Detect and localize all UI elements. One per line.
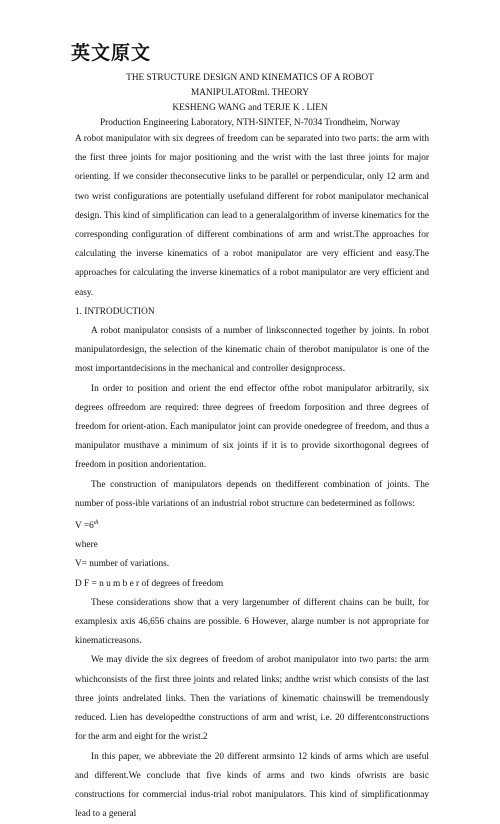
abstract-paragraph: A robot manipulator with six degrees of freedom can be separated into two parts: the arm with the first three joints for major positioning and the wrist with the last three joints for major orienting. If we consider theconsecutive links to be parallel or perpendicular, only 12 arm and two wrist configurations are potentially usefuland different for robot manipulator mechanical design. This kind of simplification can lead to a generalalgorithm of inverse kinematics for the corresponding configuration of different combinations of arm and wrist.The approaches for calculating the inverse kinematics of a robot manipulator are very efficient and easy.The approaches for calculating the inverse kinematics of a robot manipulator are very efficient and easy. <box>75 130 429 303</box>
body-text <box>75 130 429 824</box>
definition-df: D F = n u m b e r of degrees of freedom <box>75 575 429 594</box>
paper-title-line-2: MANIPULATORml. THEORY <box>60 87 440 100</box>
intro-paragraph-6: In this paper, we abbreviate the 20 different armsinto 12 kinds of arms which are useful and different.We conclude that five kinds of arms and two kinds ofwrists are basic constructions for commercial indus-trial robot manipulators. This kind of simplificationmay lead to a general <box>75 748 429 824</box>
formula <box>75 514 429 536</box>
formula-exponent: dt <box>94 520 99 526</box>
intro-paragraph-5: We may divide the six degrees of freedom of arobot manipulator into two parts: the arm whichconsists of the first three joints and related links; andthe wrist which consists of the last three joints andrelated links. Then the variations of kinematic chainswill be tremendously reduced. Lien has developedthe constructions of arm and wrist, i.e. 20 differentconstructions for the arm and eight for the wrist.2 <box>75 651 429 747</box>
intro-paragraph-2: In order to position and orient the end effector ofthe robot manipulator arbitrarily, six degrees offreedom are required: three degrees of freedom forposition and three degrees of freedom for orient-ation. Each manipulator joint can provide onedegree of freedom, and thus a manipulator musthave a minimum of six joints if it is to provide sixorthogonal degrees of freedom in position andorientation. <box>75 380 429 476</box>
authors: KESHENG WANG and TERJE K . LIEN <box>60 102 440 115</box>
intro-paragraph-3: The construction of manipulators depends on thedifferent combination of joints. The number of poss-ible variations of an industrial robot structure can bedetermined as follows: <box>75 476 429 514</box>
intro-paragraph-4: These considerations show that a very largenumber of different chains can be built, for examplesix axis 46,656 chains are possible. 6 However, alarge number is not appropriate for kinematicreasons. <box>75 594 429 652</box>
affiliation: Production Engineering Laboratory, NTH-SINTEF, N-7034 Trondheim, Norway <box>60 117 440 130</box>
where-label: where <box>75 536 429 555</box>
section-heading: 1. INTRODUCTION <box>75 303 429 322</box>
paper-title-line-1: THE STRUCTURE DESIGN AND KINEMATICS OF A ROBOT <box>60 72 440 85</box>
definition-v: V= number of variations. <box>75 555 429 574</box>
intro-paragraph-1: A robot manipulator consists of a number of linksconnected together by joints. In robot manipulatordesign, the selection of the kinematic chain of therobot manipulator is one of the most importantdecisions in the mechanical and controller designprocess. <box>75 322 429 380</box>
chinese-heading: 英文原文 <box>71 42 151 64</box>
formula-base: V =6 <box>75 521 94 531</box>
